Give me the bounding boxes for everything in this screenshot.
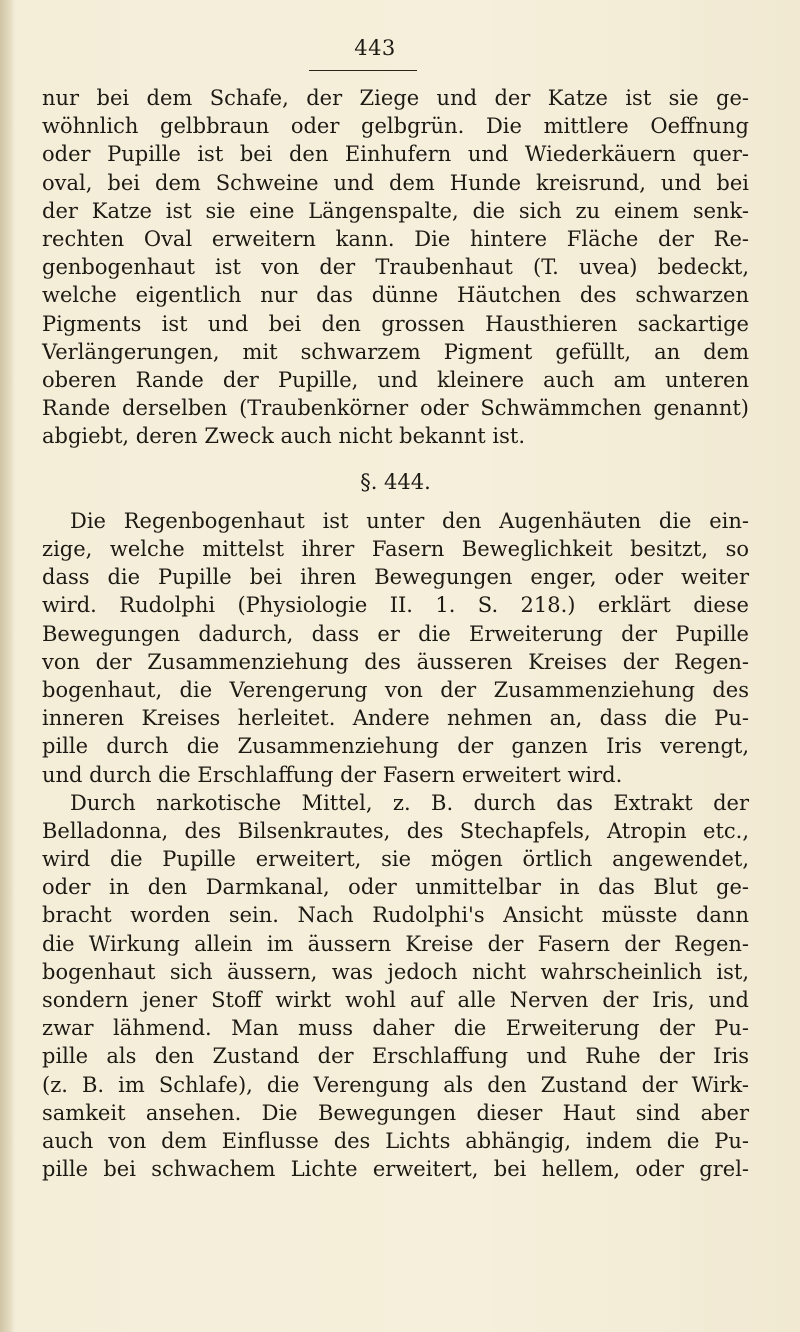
section-heading: §. 444. (360, 470, 431, 495)
text-line: zige, welche mittelst ihrer Fasern Beweglichkeit besitzt, so (42, 537, 749, 562)
text-line: Bewegungen dadurch, dass er die Erweiterung der Pupille (42, 621, 749, 646)
text-line: bogenhaut, die Verengerung von der Zusammenziehung des (42, 677, 749, 702)
text-line: oder in den Darmkanal, oder unmittelbar in das Blut ge- (42, 875, 749, 900)
text-line: oder Pupille ist bei den Einhufern und Wiederkäuern quer- (42, 142, 749, 167)
text-line: bracht worden sein. Nach Rudolphi's Ansicht müsste dann (42, 903, 749, 928)
paragraph-2 (42, 507, 749, 789)
text-line: Verlängerungen, mit schwarzem Pigment gefüllt, an dem (42, 339, 749, 364)
text-line: von der Zusammenziehung des äusseren Kreises der Regen- (42, 649, 749, 674)
text-line: wird. Rudolphi (Physiologie II. 1. S. 218.) erklärt diese (42, 593, 749, 618)
text-line: samkeit ansehen. Die Bewegungen dieser Haut sind aber (42, 1100, 749, 1125)
text-line: nur bei dem Schafe, der Ziege und der Katze ist sie ge- (42, 86, 749, 110)
paragraph-3 (42, 789, 749, 1184)
text-line: rechten Oval erweitern kann. Die hintere Fläche der Re- (42, 226, 749, 251)
text-line: sondern jener Stoff wirkt wohl auf alle Nerven der Iris, und (42, 988, 749, 1013)
text-line: wöhnlich gelbbraun oder gelbgrün. Die mittlere Oeffnung (42, 114, 749, 139)
text-line: die Wirkung allein im äussern Kreise der Fasern der Regen- (42, 931, 749, 956)
text-line: pille bei schwachem Lichte erweitert, bei hellem, oder grel- (42, 1157, 749, 1182)
page-number-rule (309, 70, 417, 71)
text-line: welche eigentlich nur das dünne Häutchen des schwarzen (42, 283, 749, 308)
text-line: Durch narkotische Mittel, z. B. durch das Extrakt der (70, 790, 749, 815)
text-column (42, 84, 749, 1183)
text-line: Belladonna, des Bilsenkrautes, des Stechapfels, Atropin etc., (42, 818, 749, 843)
text-line: pille durch die Zusammenziehung der ganzen Iris verengt, (42, 734, 749, 759)
text-line: der Katze ist sie eine Längenspalte, die sich zu einem senk- (42, 198, 749, 223)
text-line: (z. B. im Schlafe), die Verengung als den Zustand der Wirk- (42, 1072, 749, 1097)
text-line: auch von dem Einflusse des Lichts abhängig, indem die Pu- (42, 1128, 749, 1153)
text-line: Pigments ist und bei den grossen Hausthieren sackartige (42, 311, 749, 336)
text-line: zwar lähmend. Man muss daher die Erweiterung der Pu- (42, 1016, 749, 1041)
text-line: Die Regenbogenhaut ist unter den Augenhäuten die ein- (70, 508, 749, 533)
text-line: oberen Rande der Pupille, und kleinere auch am unteren (42, 367, 749, 392)
text-line: dass die Pupille bei ihren Bewegungen enger, oder weiter (42, 565, 749, 590)
text-line: bogenhaut sich äussern, was jedoch nicht wahrscheinlich ist, (42, 959, 749, 984)
text-line: genbogenhaut ist von der Traubenhaut (T. uvea) bedeckt, (42, 255, 749, 280)
text-line: wird die Pupille erweitert, sie mögen örtlich angewendet, (42, 847, 749, 872)
text-line: Rande derselben (Traubenkörner oder Schwämmchen genannt) (42, 396, 749, 421)
paragraph-1 (42, 84, 749, 450)
text-line: oval, bei dem Schweine und dem Hunde kreisrund, und bei (42, 170, 749, 195)
text-line: und durch die Erschlaffung der Fasern erweitert wird. (42, 762, 623, 787)
text-line: pille als den Zustand der Erschlaffung und Ruhe der Iris (42, 1044, 749, 1069)
page-number: 443 (354, 36, 396, 60)
text-line: inneren Kreises herleitet. Andere nehmen an, dass die Pu- (42, 706, 749, 731)
text-line: abgiebt, deren Zweck auch nicht bekannt ist. (42, 424, 526, 449)
page-binding-shadow (0, 0, 14, 1332)
